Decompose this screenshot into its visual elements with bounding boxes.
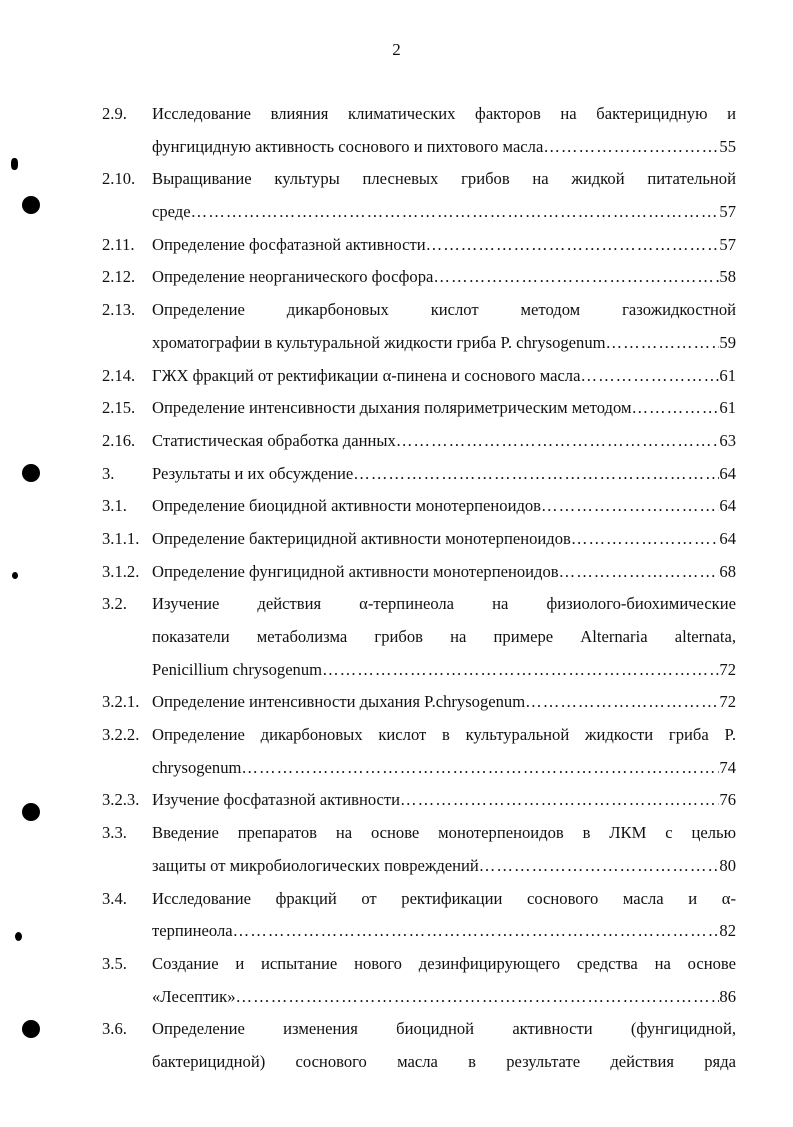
toc-page-number[interactable]: 59 (719, 332, 736, 352)
toc-entry-line (102, 621, 736, 654)
toc-page-number[interactable]: 74 (719, 757, 736, 777)
toc-entry-line (102, 588, 736, 621)
toc-entry-title[interactable]: Изучение фосфатазной активности (152, 790, 401, 810)
binder-hole (22, 464, 40, 482)
toc-entry-title[interactable]: Определение фосфатазной активности (152, 234, 426, 254)
toc-page-number[interactable]: 80 (719, 855, 736, 875)
toc-entry-title[interactable]: терпинеола (152, 921, 233, 941)
binder-hole (22, 196, 40, 214)
toc-page-number[interactable]: 61 (719, 398, 736, 418)
toc-leader-dots (191, 196, 720, 229)
toc-entry-line[interactable] (102, 686, 736, 719)
toc-entry-number: 2.15. (102, 398, 136, 418)
toc-entry-number: 3.1.1. (102, 528, 140, 548)
toc-entry-line[interactable] (102, 131, 736, 164)
scan-speck (15, 932, 22, 941)
toc-entry-title[interactable]: Определение неорганического фосфора (152, 267, 434, 287)
toc-entry-line (102, 294, 736, 327)
toc-entry-number: 2.13. (102, 300, 136, 320)
toc-entry-title[interactable]: Определение фунгицидной активности монотерпеноидов (152, 561, 559, 581)
toc-page-number[interactable]: 86 (719, 986, 736, 1006)
toc-leader-dots (541, 490, 719, 523)
toc-page-number[interactable]: 82 (719, 921, 736, 941)
toc-entry-number: 3.1.2. (102, 561, 140, 581)
table-of-contents (102, 98, 736, 1079)
toc-entry-number: 3.2.2. (102, 725, 140, 745)
toc-leader-dots (606, 327, 720, 360)
toc-entry-number: 3.3. (102, 823, 127, 843)
toc-leader-dots (525, 686, 719, 719)
toc-entry-line (102, 1013, 736, 1046)
toc-entry-line (102, 883, 736, 916)
toc-entry-title[interactable]: среде (152, 202, 191, 222)
toc-page-number[interactable]: 57 (719, 202, 736, 222)
toc-entry-line[interactable] (102, 915, 736, 948)
toc-entry-title[interactable]: защиты от микробиологических повреждений (152, 855, 479, 875)
toc-page-number[interactable]: 72 (719, 659, 736, 679)
toc-entry-line[interactable] (102, 458, 736, 491)
toc-entry-title[interactable]: Определение интенсивности дыхания поляриметрическим методом (152, 398, 632, 418)
toc-entry-title: Создание и испытание нового дезинфицирующего средства на основе (152, 953, 736, 973)
toc-leader-dots (400, 784, 719, 817)
toc-entry-line[interactable] (102, 425, 736, 458)
toc-entry-number: 3.5. (102, 953, 127, 973)
toc-leader-dots (479, 850, 720, 883)
toc-entry-number: 3.4. (102, 888, 127, 908)
toc-entry-title: бактерицидной) соснового масла в результате действия ряда (152, 1051, 736, 1071)
toc-page-number[interactable]: 72 (719, 692, 736, 712)
toc-entry-title[interactable]: Определение биоцидной активности монотерпеноидов (152, 496, 542, 516)
toc-entry-line[interactable] (102, 850, 736, 883)
toc-entry-line[interactable] (102, 556, 736, 589)
toc-page-number[interactable]: 68 (719, 561, 736, 581)
binder-hole (22, 803, 40, 821)
toc-entry-number: 2.11. (102, 234, 135, 254)
toc-leader-dots (426, 229, 720, 262)
toc-entry-number: 2.10. (102, 169, 136, 189)
toc-entry-number: 2.9. (102, 104, 127, 123)
toc-entry-number: 3.2. (102, 594, 127, 614)
toc-entry-line[interactable] (102, 523, 736, 556)
toc-leader-dots (580, 360, 719, 393)
toc-entry-title[interactable]: Определение интенсивности дыхания P.chrysogenum (152, 692, 526, 712)
toc-page-number[interactable]: 61 (719, 365, 736, 385)
toc-entry-title: Исследование фракций от ректификации соснового масла и α- (152, 888, 736, 908)
toc-leader-dots (233, 915, 720, 948)
toc-entry-number: 2.16. (102, 430, 136, 450)
toc-page-number[interactable]: 63 (719, 430, 736, 450)
toc-entry-title: Определение изменения биоцидной активности (фунгицидной, (152, 1019, 736, 1039)
scan-speck (12, 572, 18, 579)
toc-entry-title[interactable]: фунгицидную активность соснового и пихтового масла (152, 136, 544, 156)
toc-entry-line (102, 1046, 736, 1079)
toc-page-number[interactable]: 64 (719, 528, 736, 548)
toc-leader-dots (236, 981, 720, 1014)
toc-entry-line[interactable] (102, 981, 736, 1014)
toc-leader-dots (322, 654, 719, 687)
toc-entry-title: показатели метаболизма грибов на примере Alternaria alternata, (152, 627, 736, 646)
toc-leader-dots (433, 261, 719, 294)
toc-entry-number: 3.2.3. (102, 790, 140, 810)
toc-page-number[interactable]: 57 (719, 234, 736, 254)
toc-entry-line (102, 948, 736, 981)
toc-entry-line (102, 817, 736, 850)
toc-entry-line[interactable] (102, 490, 736, 523)
toc-leader-dots (559, 556, 720, 589)
toc-page-number[interactable]: 64 (719, 496, 736, 516)
toc-entry-title: Изучение действия α-терпинеола на физиолого-биохимические (152, 594, 736, 614)
toc-entry-line[interactable] (102, 654, 736, 687)
toc-entry-title[interactable]: хроматографии в культуральной жидкости гриба P. chrysogenum (152, 332, 606, 352)
toc-page-number[interactable]: 64 (719, 463, 736, 483)
toc-entry-line[interactable] (102, 360, 736, 393)
toc-entry-line[interactable] (102, 196, 736, 229)
toc-entry-title: Определение дикарбоновых кислот методом газожидкостной (152, 300, 736, 320)
toc-entry-line[interactable] (102, 784, 736, 817)
toc-entry-title[interactable]: Определение бактерицидной активности монотерпеноидов (152, 528, 571, 548)
toc-entry-title: Выращивание культуры плесневых грибов на жидкой питательной (152, 169, 736, 189)
toc-page-number[interactable]: 58 (719, 267, 736, 287)
toc-entry-title: Введение препаратов на основе монотерпеноидов в ЛКМ с целью (152, 823, 736, 843)
toc-entry-line[interactable] (102, 229, 736, 262)
toc-entry-title[interactable]: ГЖХ фракций от ректификации α-пинена и соснового масла (152, 365, 581, 385)
toc-leader-dots (571, 523, 720, 556)
toc-entry-line[interactable] (102, 261, 736, 294)
toc-entry-number: 2.14. (102, 365, 136, 385)
toc-page-number[interactable]: 76 (719, 790, 736, 810)
toc-entry-title[interactable]: «Лесептик» (152, 986, 236, 1006)
scan-speck (11, 158, 18, 170)
toc-entry-number: 3. (102, 463, 115, 483)
toc-page-number[interactable]: 55 (719, 136, 736, 156)
toc-entry-number: 2.12. (102, 267, 136, 287)
toc-entry-number: 3.6. (102, 1019, 127, 1039)
toc-leader-dots (631, 392, 719, 425)
toc-entry-line[interactable] (102, 392, 736, 425)
toc-entry-number: 3.2.1. (102, 692, 140, 712)
binder-hole (22, 1020, 40, 1038)
toc-entry-title[interactable]: chrysogenum (152, 757, 242, 777)
toc-entry-line (102, 98, 736, 131)
toc-entry-number: 3.1. (102, 496, 127, 516)
toc-entry-title: Исследование влияния климатических факторов на бактерицидную и (152, 104, 736, 123)
toc-entry-title: Определение дикарбоновых кислот в культуральной жидкости гриба P. (152, 725, 736, 745)
toc-entry-line (102, 719, 736, 752)
toc-entry-line (102, 163, 736, 196)
toc-entry-title[interactable]: Penicillium chrysogenum (152, 659, 323, 679)
toc-entry-title[interactable]: Результаты и их обсуждение (152, 463, 354, 483)
toc-leader-dots (543, 131, 719, 164)
toc-leader-dots (396, 425, 720, 458)
page-number: 2 (392, 40, 401, 59)
toc-leader-dots (241, 752, 719, 785)
toc-entry-line[interactable] (102, 327, 736, 360)
toc-entry-title[interactable]: Статистическая обработка данных (152, 430, 396, 450)
toc-leader-dots (353, 458, 719, 491)
toc-entry-line[interactable] (102, 752, 736, 785)
